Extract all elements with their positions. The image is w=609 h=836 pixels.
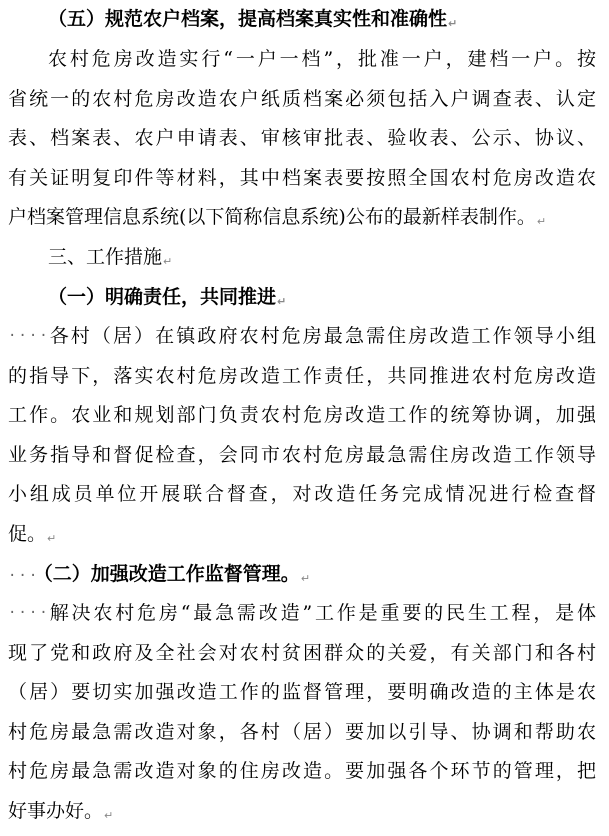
paragraph-line: 现了党和政府及全社会对农村贫困群众的关爱，有关部门和各村 <box>8 642 596 664</box>
paragraph-line: 村危房最急需改造对象，各村（居）要加以引导、协调和帮助农 <box>8 721 596 743</box>
paragraph-line: （居）要切实加强改造工作的监督管理，要明确改造的主体是农 <box>8 681 596 703</box>
section-heading-3 <box>48 244 172 270</box>
paragraph-mark: ↵ <box>448 17 458 30</box>
line-text: 户档案管理信息系统(以下简称信息系统)公布的最新样表制作。 <box>8 206 536 228</box>
paragraph-line-last <box>8 798 113 824</box>
paragraph-mark: ↵ <box>536 215 547 228</box>
paragraph-line: 工作。农业和规划部门负责农村危房改造工作的统筹协调，加强 <box>8 404 596 426</box>
paragraph-line: 有关证明复印件等材料，其中档案表要按照全国农村危房改造农 <box>8 167 596 189</box>
indent-dots: ··· <box>8 568 40 584</box>
paragraph-line-last <box>8 521 56 547</box>
paragraph-line: 表、档案表、农户申请表、审核审批表、验收表、公示、协议、 <box>8 127 596 149</box>
line-text: 促。 <box>8 523 47 545</box>
paragraph-mark: ↵ <box>300 572 311 585</box>
heading-text: （一）明确责任，共同推进 <box>48 286 277 308</box>
paragraph-line: 省统一的农村危房改造农户纸质档案必须包括入户调查表、认定 <box>8 88 596 110</box>
line-text: 各村（居）在镇政府农村危房最急需住房改造工作领导小组 <box>49 325 596 347</box>
paragraph-mark: ↵ <box>104 809 114 822</box>
line-text: 好事办好。 <box>8 800 104 822</box>
paragraph-line: 小组成员单位开展联合督查，对改造任务完成情况进行检查督 <box>8 483 596 505</box>
heading-text: 三、工作措施 <box>48 246 163 268</box>
subsection-heading-2 <box>8 561 310 587</box>
paragraph-mark: ↵ <box>163 255 173 268</box>
paragraph-mark: ↵ <box>47 532 57 545</box>
paragraph-line: 农村危房改造实行“一户一档”，批准一户，建档一户。按 <box>48 48 596 70</box>
subsection-heading-1 <box>48 284 286 310</box>
heading-text: （二）加强改造工作监督管理。 <box>43 563 300 585</box>
line-text: 解决农村危房“最急需改造”工作是重要的民生工程，是体 <box>49 602 596 624</box>
paragraph-mark: ↵ <box>277 295 287 308</box>
paragraph-line: 的指导下，落实农村危房改造工作责任，共同推进农村危房改造 <box>8 365 596 387</box>
paragraph-line <box>8 600 596 626</box>
paragraph-line-last <box>8 204 546 230</box>
heading-text: （五）规范农户档案，提高档案真实性和准确性 <box>48 8 448 30</box>
paragraph-line: 村危房最急需改造对象的住房改造。要加强各个环节的管理，把 <box>8 760 596 782</box>
paragraph-line <box>8 323 596 349</box>
paragraph-line: 业务指导和督促检查，会同市农村危房最急需住房改造工作领导 <box>8 444 596 466</box>
section-heading-5 <box>48 6 457 32</box>
indent-dots: ···· <box>8 328 50 344</box>
indent-dots: ···· <box>8 605 50 621</box>
